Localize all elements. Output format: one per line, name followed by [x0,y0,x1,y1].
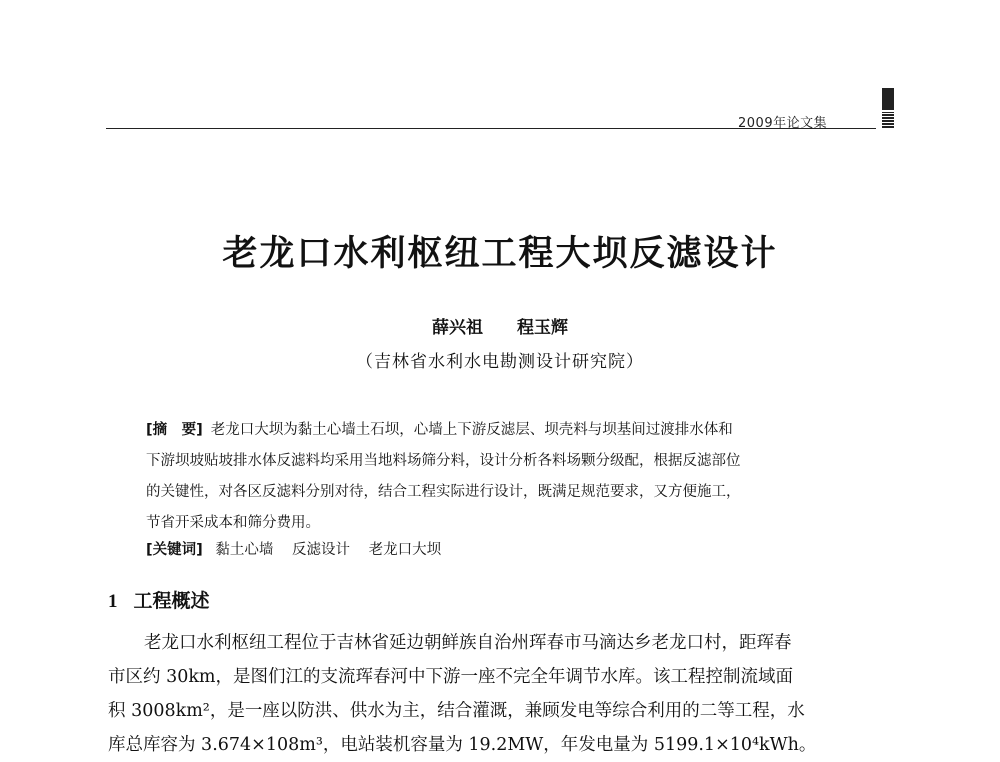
header-tab-mark-striped [882,112,894,128]
body-line: 积 3008km²，是一座以防洪、供水为主，结合灌溉，兼顾发电等综合利用的二等工程，水 [108,701,805,721]
keyword: 黏土心墙 [215,542,274,558]
abstract-line: 下游坝坡贴坡排水体反滤料均采用当地料场筛分料，设计分析各料场颗分级配，根据反滤部位 [146,453,741,469]
author-name: 程玉辉 [517,318,568,338]
author-name: 薛兴祖 [432,318,483,338]
affiliation: （吉林省水利水电勘测设计研究院） [356,352,644,372]
section-title: 工程概述 [133,590,210,612]
abstract-line: [摘 要] 老龙口大坝为黏土心墙土石坝，心墙上下游反滤层、坝壳料与坝基间过渡排水体和 [146,422,733,438]
body-line: 库总库容为 3.674×108m³，电站装机容量为 19.2MW，年发电量为 5199.1×10⁴kWh。 [108,735,817,755]
abstract-line: 节省开采成本和筛分费用。 [146,515,320,531]
keywords [146,538,455,559]
abstract-label: [摘 要] [146,422,203,438]
running-header-text: 2009年论文集 [738,116,828,131]
abstract-line: 的关键性，对各区反滤料分别对待，结合工程实际进行设计，既满足规范要求，又方便施工， [146,484,741,500]
header-tab-mark [882,88,894,110]
body-line: 老龙口水利枢纽工程位于吉林省延边朝鲜族自治州珲春市马滴达乡老龙口村，距珲春 [144,633,792,653]
keyword: 老龙口大坝 [368,542,442,558]
keywords-label: [关键词] [146,542,203,558]
section-heading [108,586,210,613]
author-list [0,313,1000,338]
body-paragraph [108,626,888,762]
keyword: 反滤设计 [291,542,350,558]
paper-title: 老龙口水利枢纽工程大坝反滤设计 [222,233,778,274]
abstract [146,415,866,539]
section-number: 1 [108,591,118,612]
header-rule [106,128,876,129]
body-line: 市区约 30km，是图们江的支流珲春河中下游一座不完全年调节水库。该工程控制流域面 [108,667,794,687]
